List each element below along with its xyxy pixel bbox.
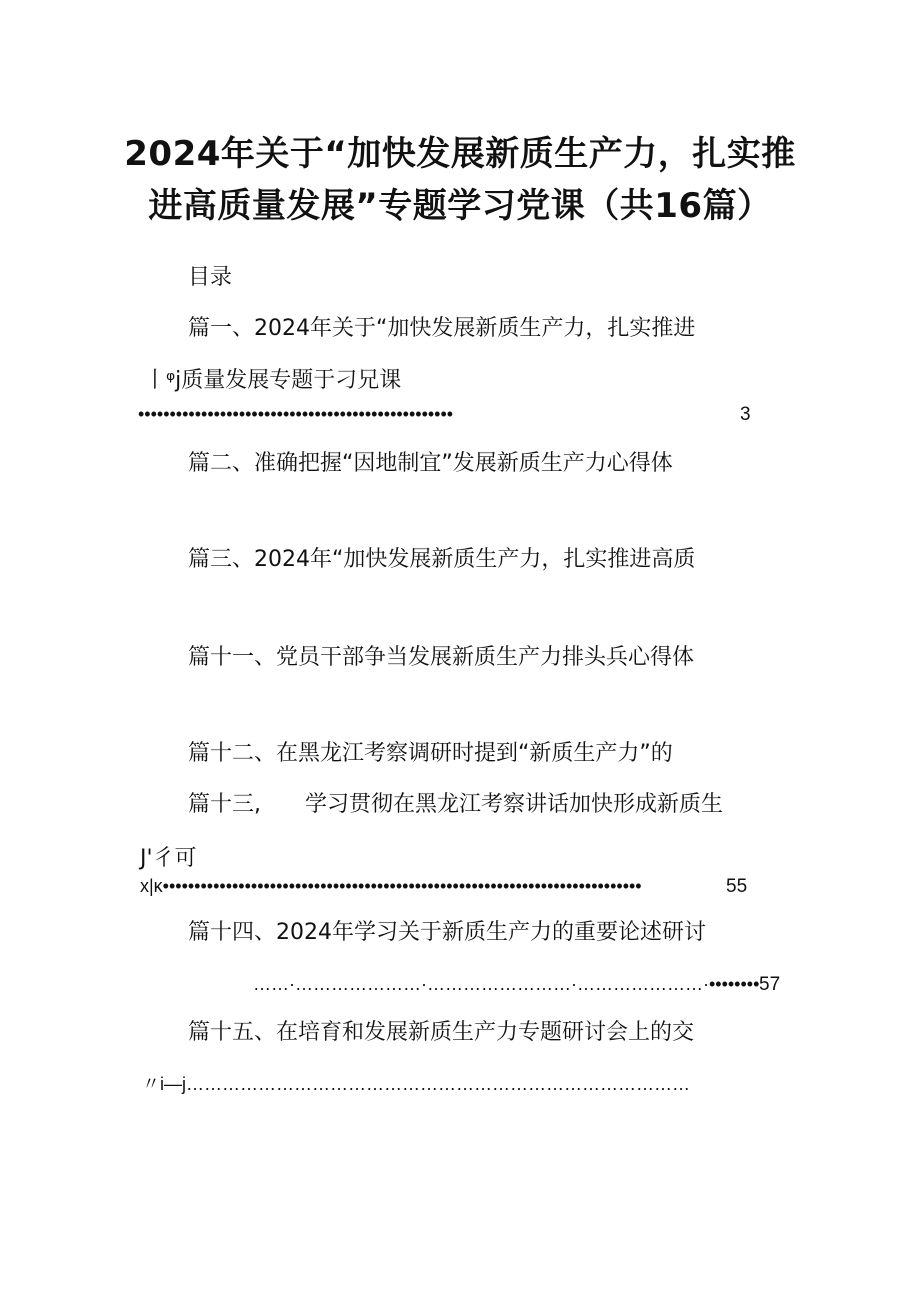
title-line-2: 进高质量发展”专题学习党课（共16篇） <box>148 186 772 226</box>
toc-heading: 目录 <box>188 265 233 290</box>
toc-entry-11-title: 篇十一、党员干部争当发展新质生产力排头兵心得体 <box>188 645 695 670</box>
toc-entry-14-leader: ……·…………………·……………………·…………………·•••••••• <box>253 974 759 994</box>
toc-entry-1-leader: •••••••••••••••••••••••••••••••••••••••••••••••••• <box>138 404 454 424</box>
toc-entry-13-page: 55 <box>726 876 748 897</box>
title-line-1: 2024年关于“加快发展新质生产力，扎实推 <box>124 134 796 174</box>
toc-entry-1-page: 3 <box>740 404 751 425</box>
toc-entry-13-continuation: J'彳可 <box>140 846 197 871</box>
toc-entry-3-title: 篇三、2024年“加快发展新质生产力，扎实推进高质 <box>188 547 696 572</box>
toc-entry-12-title: 篇十二、在黑龙江考察调研时提到“新质生产力”的 <box>188 741 673 766</box>
toc-entry-2-title: 篇二、准确把握“因地制宜”发展新质生产力心得体 <box>188 451 673 476</box>
toc-entry-15-leader: 〃i—j………………………………………………………………………… <box>142 1074 690 1094</box>
toc-entry-13-leader: x|κ•••••••••••••••••••••••••••••••••••••••••••••••••••••••••••••••••••••••••••• <box>140 876 642 896</box>
toc-entry-1-continuation: 丨ᵠj质量发展专题于刁兄课 <box>144 368 402 393</box>
toc-entry-14-page: 57 <box>759 974 781 995</box>
toc-entry-13-title: 篇十三, 学习贯彻在黑龙江考察讲话加快形成新质生 <box>188 792 723 817</box>
document-title <box>60 128 860 232</box>
toc-entry-14-title: 篇十四、2024年学习关于新质生产力的重要论述研讨 <box>188 920 706 945</box>
toc-entry-1-title: 篇一、2024年关于“加快发展新质生产力，扎实推进 <box>188 316 696 341</box>
toc-entry-15-title: 篇十五、在培育和发展新质生产力专题研讨会上的交 <box>188 1020 695 1045</box>
